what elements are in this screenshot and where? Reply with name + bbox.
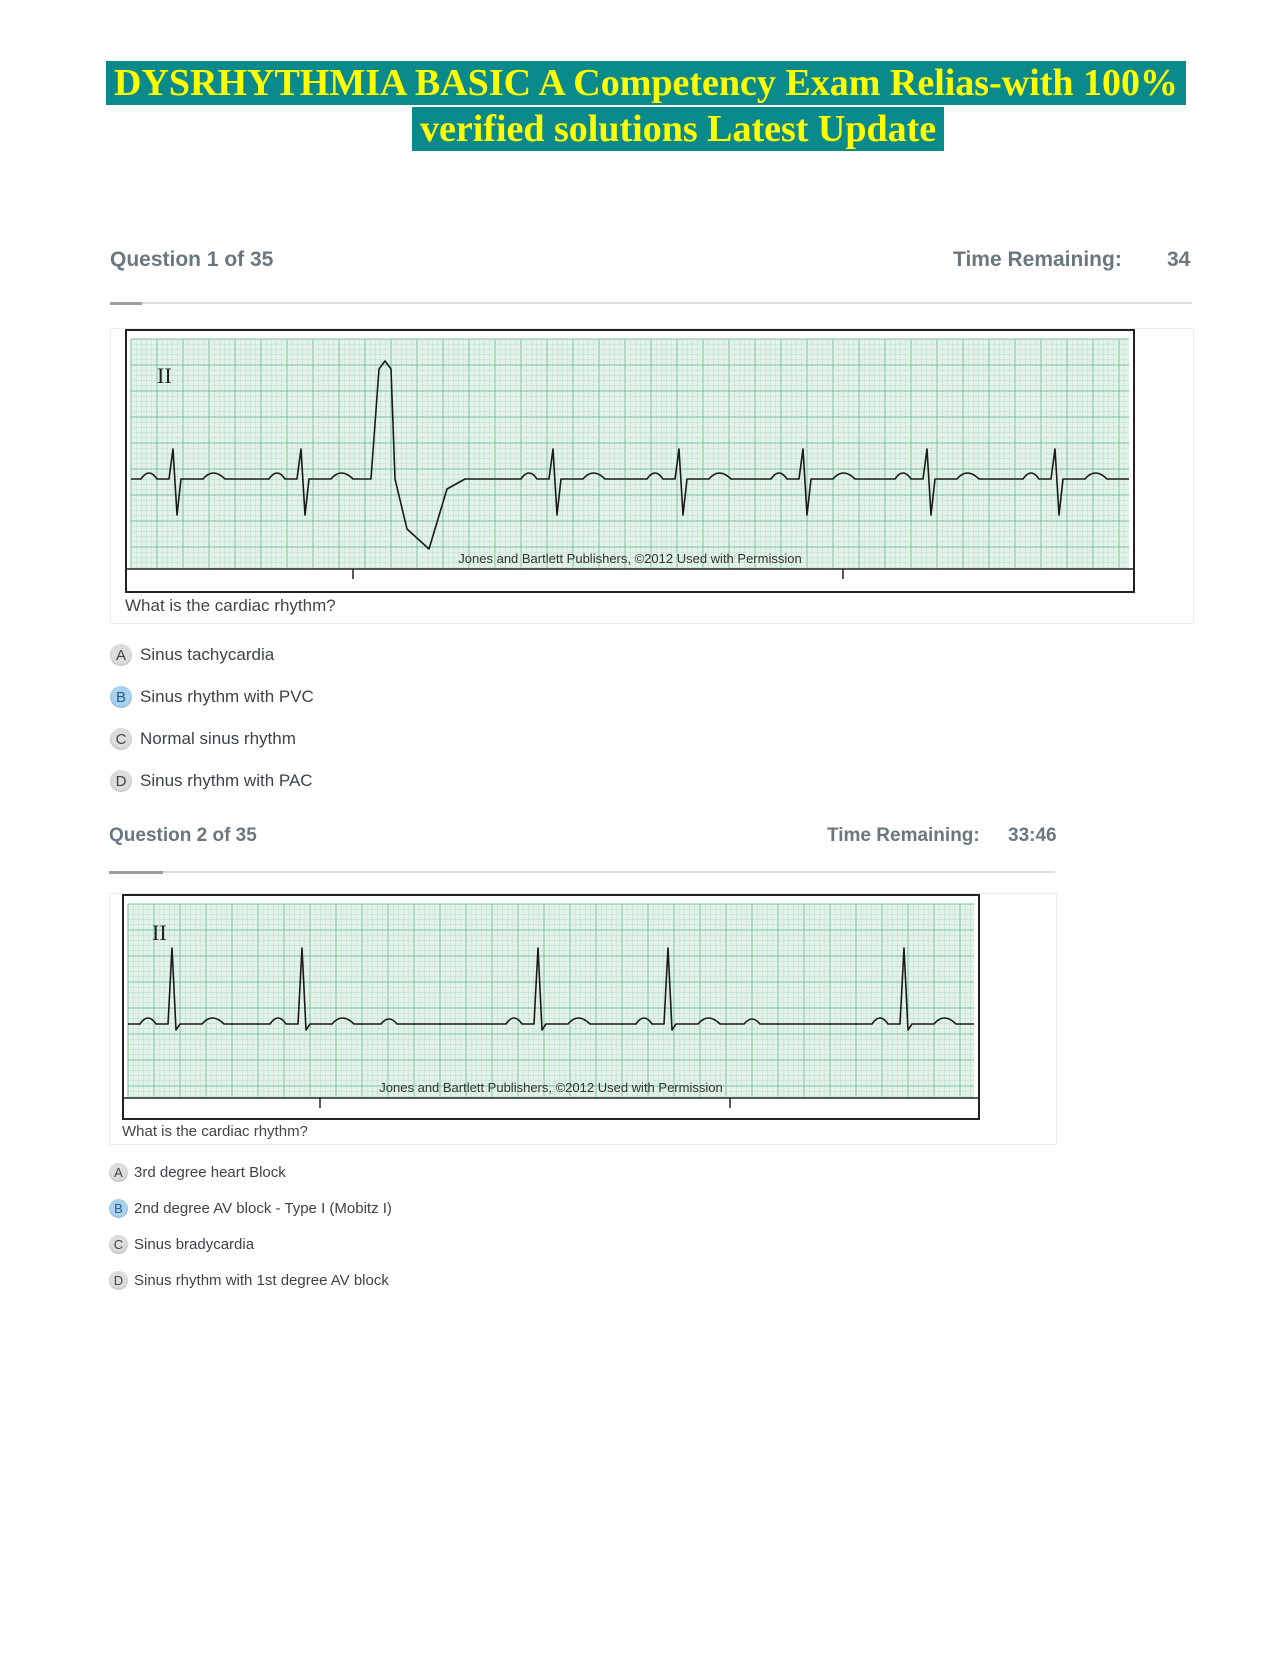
answer-option-d[interactable] xyxy=(109,1271,389,1290)
option-text: 3rd degree heart Block xyxy=(134,1164,286,1181)
answer-option-b[interactable] xyxy=(110,686,314,708)
option-text: Sinus rhythm with PVC xyxy=(140,687,314,706)
ecg-credit-text: Jones and Bartlett Publishers, ©2012 Used with Permission xyxy=(379,1080,723,1095)
option-text: Sinus bradycardia xyxy=(134,1236,255,1253)
time-remaining-value: 34 xyxy=(1167,248,1191,271)
option-text: Sinus tachycardia xyxy=(140,645,275,664)
ecg-strip xyxy=(122,894,980,1120)
option-text: Sinus rhythm with PAC xyxy=(140,771,313,790)
ecg-strip-image xyxy=(124,896,978,1118)
answer-option-a[interactable] xyxy=(109,1163,286,1182)
time-remaining-label: Time Remaining: xyxy=(827,825,980,846)
option-letter-badge-selected: B xyxy=(110,686,132,708)
ecg-strip xyxy=(125,329,1135,593)
option-letter-badge-selected: B xyxy=(109,1199,128,1218)
ecg-lead-label: II xyxy=(157,363,172,388)
option-text: 2nd degree AV block - Type I (Mobitz I) xyxy=(134,1200,392,1217)
answer-option-c[interactable] xyxy=(109,1235,254,1254)
progress-track xyxy=(110,302,1192,304)
option-letter-badge: A xyxy=(110,644,132,666)
progress-fill xyxy=(109,871,163,874)
question-counter: Question 2 of 35 xyxy=(109,825,257,846)
option-text: Sinus rhythm with 1st degree AV block xyxy=(134,1272,389,1289)
answer-option-b[interactable] xyxy=(109,1199,392,1218)
option-letter-badge: C xyxy=(109,1235,128,1254)
answer-option-c[interactable] xyxy=(110,728,296,750)
progress-fill xyxy=(110,302,142,305)
ecg-grid-background xyxy=(128,904,974,1098)
answer-option-d[interactable] xyxy=(110,770,313,792)
document-title-line-1: DYSRHYTHMIA BASIC A Competency Exam Relias-with 100% xyxy=(106,61,1186,105)
question-prompt: What is the cardiac rhythm? xyxy=(125,596,336,615)
question-prompt: What is the cardiac rhythm? xyxy=(122,1123,308,1140)
document-title-line-2: verified solutions Latest Update xyxy=(412,107,944,151)
question-counter: Question 1 of 35 xyxy=(110,248,274,271)
ecg-strip-image xyxy=(127,331,1133,591)
progress-track xyxy=(109,871,1055,873)
option-letter-badge: D xyxy=(109,1271,128,1290)
ecg-credit-text: Jones and Bartlett Publishers, ©2012 Used with Permission xyxy=(458,551,802,566)
option-letter-badge: A xyxy=(109,1163,128,1182)
option-letter-badge: D xyxy=(110,770,132,792)
time-remaining-label: Time Remaining: xyxy=(953,248,1122,271)
option-letter-badge: C xyxy=(110,728,132,750)
ecg-lead-label: II xyxy=(152,920,167,945)
option-text: Normal sinus rhythm xyxy=(140,729,296,748)
answer-option-a[interactable] xyxy=(110,644,274,666)
time-remaining-value: 33:46 xyxy=(1008,825,1057,846)
